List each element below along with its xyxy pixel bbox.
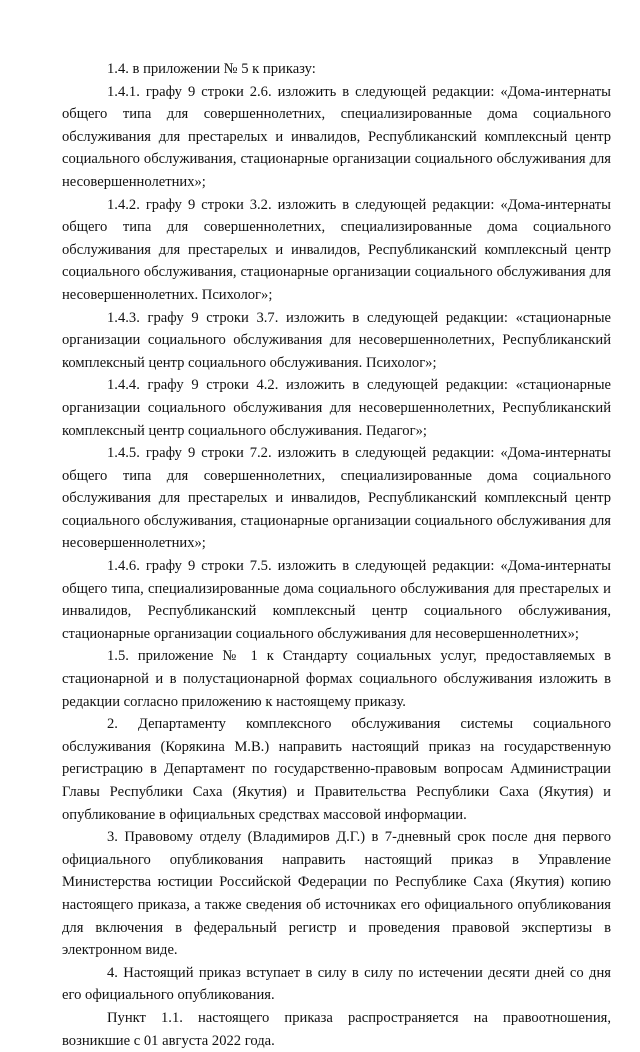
paragraph-1-4-2: 1.4.2. графу 9 строки 3.2. изложить в следующей редакции: «Дома-интернаты общего типа для совершеннолетних, специализированные дома социального обслуживания для престарелых и инвалидов, Республиканский комплексный центр социального обслуживания, стационарные организации социального обслуживания для несовершеннолетних. Психолог»; — [62, 196, 611, 303]
paragraph-1-4-5: 1.4.5. графу 9 строки 7.2. изложить в следующей редакции: «Дома-интернаты общего типа для совершеннолетних, специализированные дома социального обслуживания для престарелых и инвалидов, Республиканский комплексный центр социального обслуживания, стационарные организации социального обслуживания для несовершеннолетних»; — [62, 445, 611, 552]
paragraph-clause-1-1: Пункт 1.1. настоящего приказа распространяется на правоотношения, возникшие с 01 августа 2022 года. — [62, 1009, 611, 1049]
paragraph-1-5: 1.5. приложение № 1 к Стандарту социальных услуг, предоставляемых в стационарной и в полустационарной формах социального обслуживания изложить в редакции согласно приложению к настоящему приказу. — [62, 648, 611, 710]
paragraph-4: 4. Настоящий приказ вступает в силу в силу по истечении десяти дней со дня его официального опубликования. — [62, 964, 611, 1004]
paragraph-1-4: 1.4. в приложении № 5 к приказу: — [107, 61, 316, 77]
paragraph-1-4-4: 1.4.4. графу 9 строки 4.2. изложить в следующей редакции: «стационарные организации социального обслуживания для несовершеннолетних, Республиканский комплексный центр социального обслуживания. Педагог»; — [62, 377, 611, 439]
paragraph-3: 3. Правовому отделу (Владимиров Д.Г.) в 7-дневный срок после дня первого официального опубликования направить настоящий приказ в Управление Министерства юстиции Российской Федерации по Республике Саха (Якутия) копию настоящего приказа, а также сведения об источниках его официального опубликования для включения в федеральный регистр и проведения правовой экспертизы в электронном виде. — [62, 829, 611, 959]
paragraph-1-4-3: 1.4.3. графу 9 строки 3.7. изложить в следующей редакции: «стационарные организации социального обслуживания для несовершеннолетних, Республиканский комплексный центр социального обслуживания. Психолог»; — [62, 309, 611, 371]
paragraph-1-4-1: 1.4.1. графу 9 строки 2.6. изложить в следующей редакции: «Дома-интернаты общего типа для совершеннолетних, специализированные дома социального обслуживания для престарелых и инвалидов, Республиканский комплексный центр социального обслуживания, стационарные организации социального обслуживания для несовершеннолетних»; — [62, 83, 611, 190]
paragraph-2: 2. Департаменту комплексного обслуживания системы социального обслуживания (Корякина М.В.) направить настоящий приказ на государственную регистрацию в Департамент по государственно-правовым вопросам Администрации Главы Республики Саха (Якутия) и Правительства Республики Саха (Якутия) и опубликование в официальных средствах массовой информации. — [62, 716, 611, 823]
paragraph-1-4-6: 1.4.6. графу 9 строки 7.5. изложить в следующей редакции: «Дома-интернаты общего типа, специализированные дома социального обслуживания для престарелых и инвалидов, Республиканский комплексный центр социального обслуживания, стационарные организации социального обслуживания для несовершеннолетних»; — [62, 558, 611, 642]
document-page — [62, 58, 611, 1052]
